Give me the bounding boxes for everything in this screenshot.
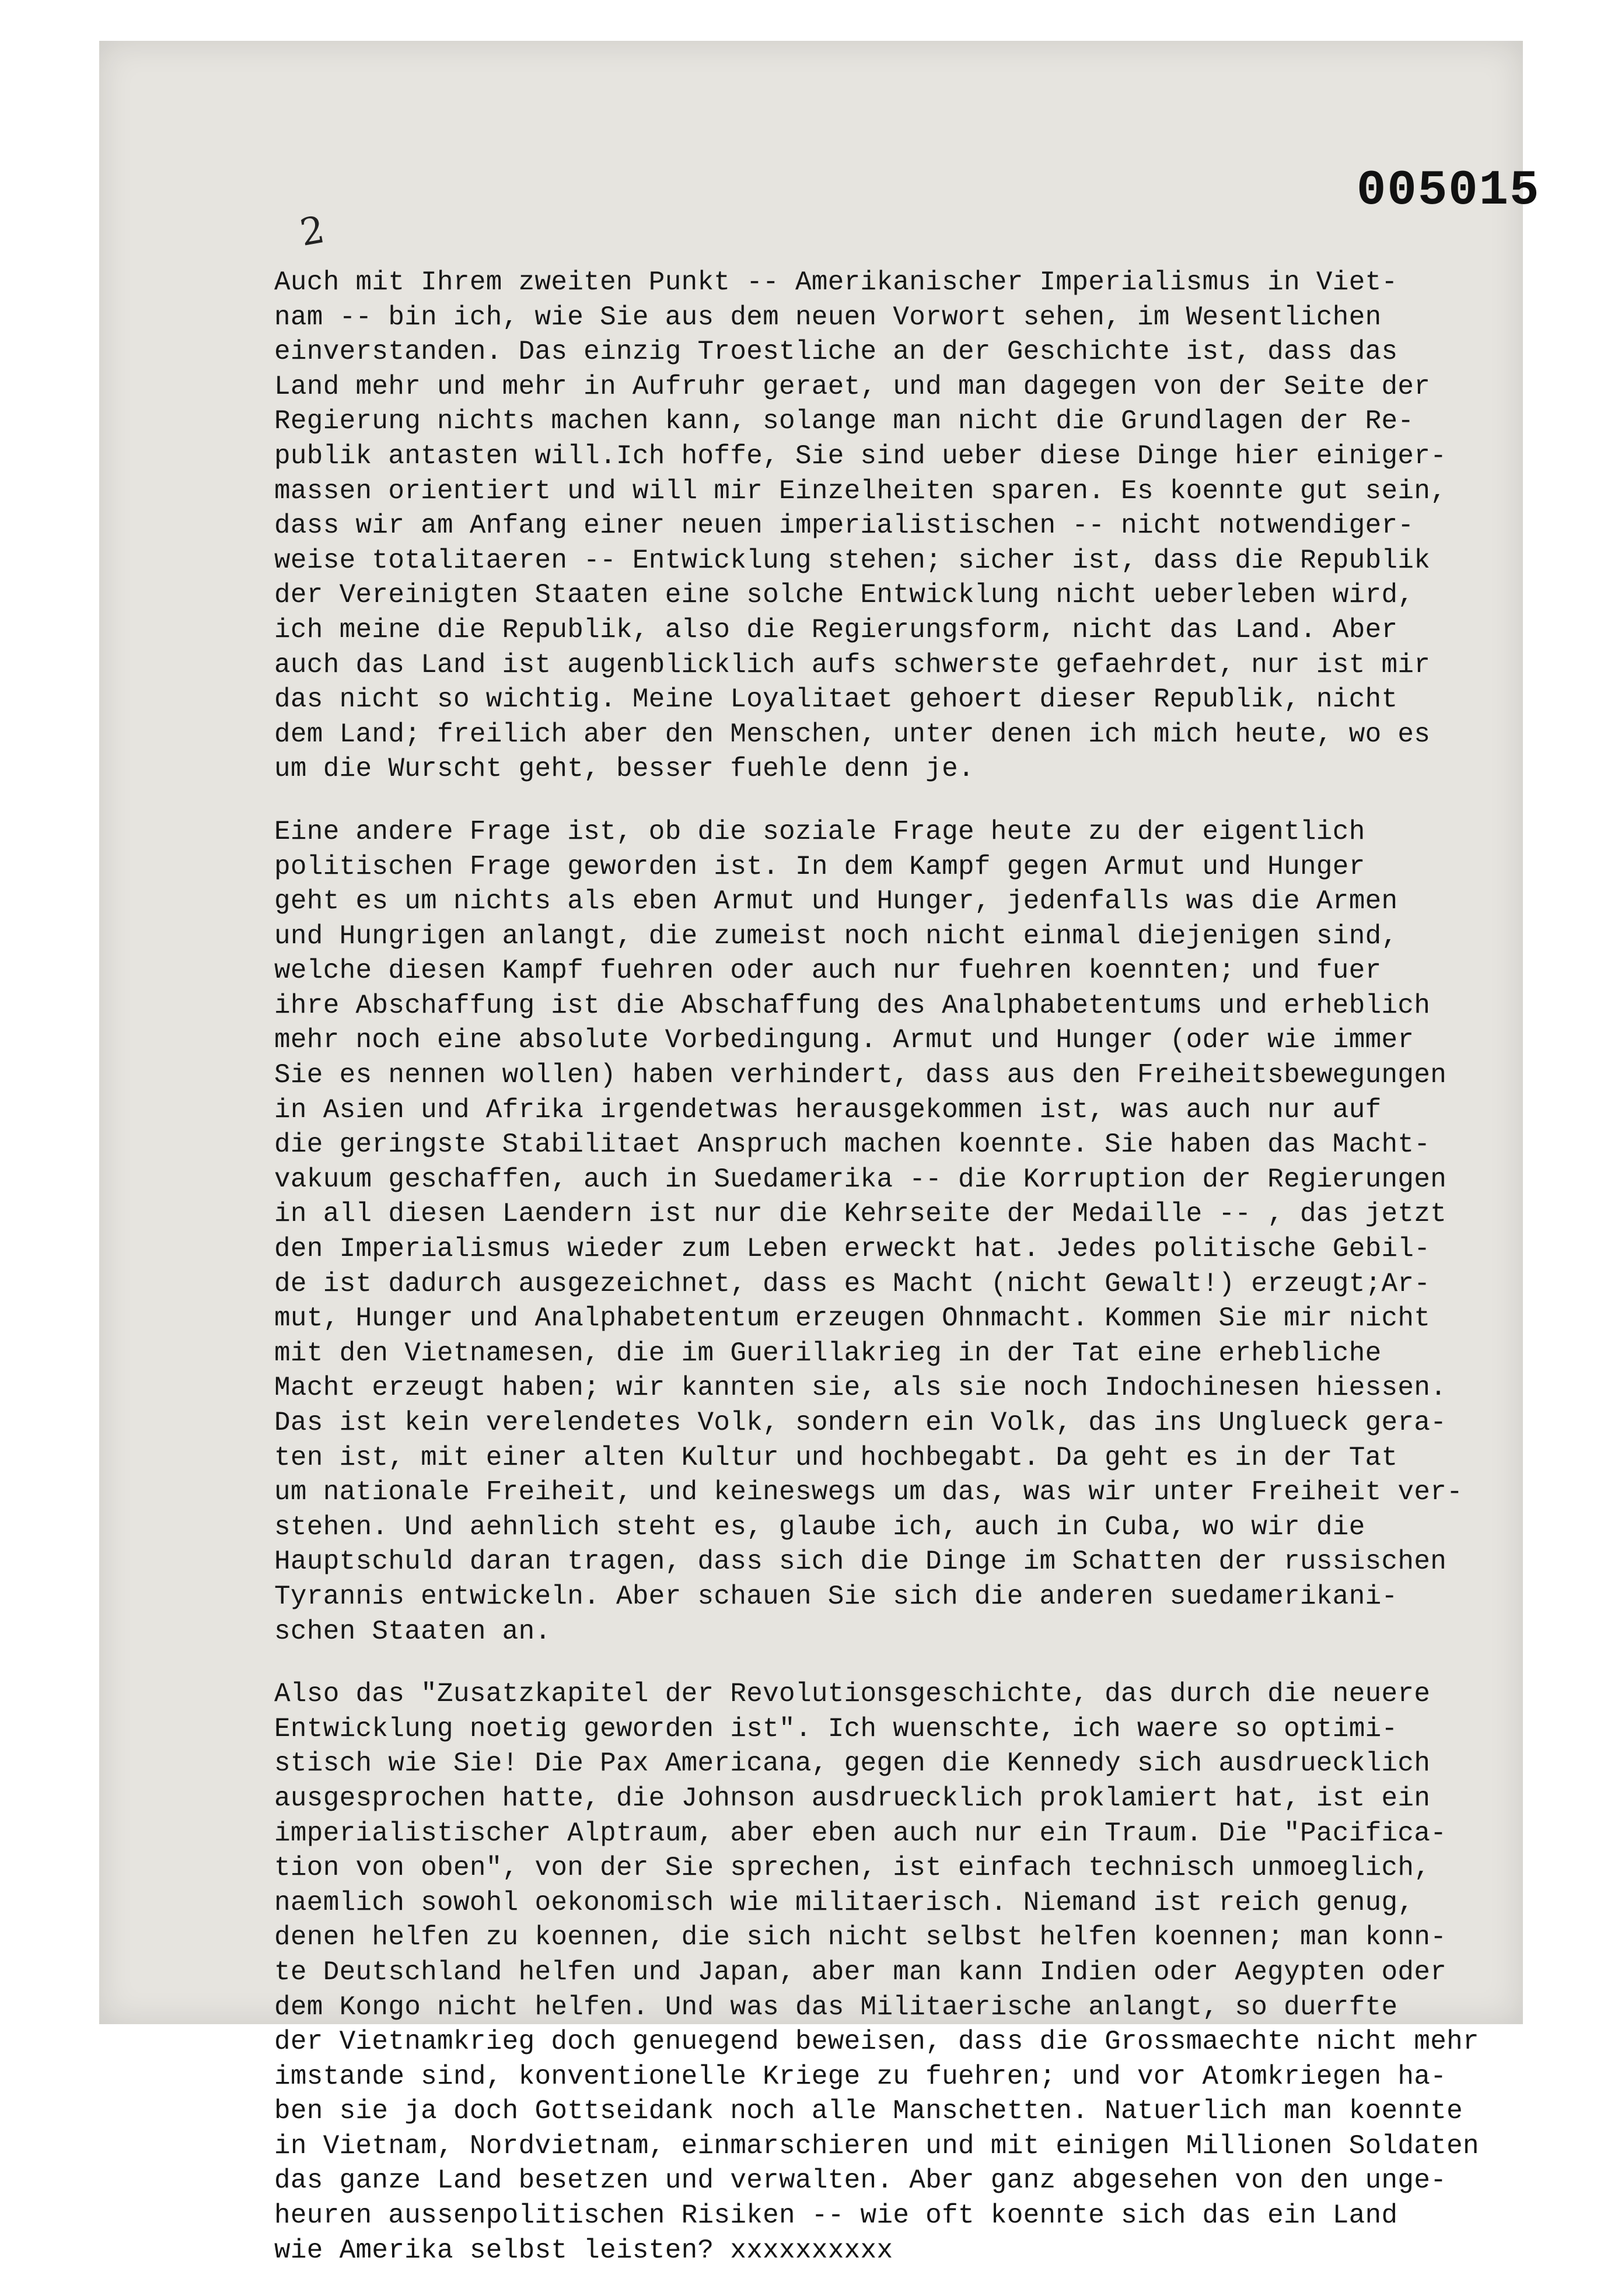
text-line: denen helfen zu koennen, die sich nicht selbst helfen koennen; man konn- [274, 1922, 1447, 1953]
text-line: Land mehr und mehr in Aufruhr geraet, und man dagegen von der Seite der [274, 371, 1431, 402]
text-line: dem Land; freilich aber den Menschen, unter denen ich mich heute, wo es [274, 719, 1431, 750]
text-line: ten ist, mit einer alten Kultur und hochbegabt. Da geht es in der Tat [274, 1442, 1398, 1473]
text-line: das ganze Land besetzen und verwalten. Aber ganz abgesehen von den unge- [274, 2165, 1447, 2196]
text-line: der Vietnamkrieg doch genuegend beweisen, dass die Grossmaechte nicht mehr [274, 2027, 1479, 2057]
text-line: der Vereinigten Staaten eine solche Entwicklung nicht ueberleben wird, [274, 580, 1414, 611]
text-line: um die Wurscht geht, besser fuehle denn je. [274, 754, 974, 785]
text-line: weise totalitaeren -- Entwicklung stehen; sicher ist, dass die Republik [274, 545, 1431, 576]
text-line: auch das Land ist augenblicklich aufs schwerste gefaehrdet, nur ist mir [274, 649, 1431, 680]
text-line: tion von oben", von der Sie sprechen, ist einfach technisch unmoeglich, [274, 1853, 1431, 1884]
text-line: geht es um nichts als eben Armut und Hunger, jedenfalls was die Armen [274, 886, 1398, 917]
text-line: Tyrannis entwickeln. Aber schauen Sie sich die anderen suedamerikani- [274, 1581, 1398, 1612]
text-line: Macht erzeugt haben; wir kannten sie, als sie noch Indochinesen hiessen. [274, 1373, 1447, 1404]
text-line: stisch wie Sie! Die Pax Americana, gegen die Kennedy sich ausdruecklich [274, 1748, 1431, 1779]
letter-body [274, 265, 1517, 2296]
text-line: stehen. Und aehnlich steht es, glaube ich, auch in Cuba, wo wir die [274, 1511, 1365, 1542]
text-line: Auch mit Ihrem zweiten Punkt -- Amerikanischer Imperialismus in Viet- [274, 267, 1398, 298]
handwritten-page-mark: 2 [296, 208, 328, 255]
text-line: in all diesen Laendern ist nur die Kehrseite der Medaille -- , das jetzt [274, 1199, 1447, 1230]
text-line: de ist dadurch ausgezeichnet, dass es Macht (nicht Gewalt!) erzeugt;Ar- [274, 1268, 1431, 1299]
text-line: einverstanden. Das einzig Troestliche an der Geschichte ist, dass das [274, 337, 1398, 368]
text-line: massen orientiert und will mir Einzelheiten sparen. Es koennte gut sein, [274, 475, 1447, 506]
text-line: ich meine die Republik, also die Regierungsform, nicht das Land. Aber [274, 614, 1398, 645]
paragraph-3 [274, 1677, 1517, 2268]
text-line: mit den Vietnamesen, die im Guerillakrieg in der Tat eine erhebliche [274, 1338, 1382, 1368]
text-line: mut, Hunger und Analphabetentum erzeugen Ohnmacht. Kommen Sie mir nicht [274, 1303, 1431, 1334]
text-line: heuren aussenpolitischen Risiken -- wie oft koennte sich das ein Land [274, 2200, 1398, 2231]
text-line: in Asien und Afrika irgendetwas herausgekommen ist, was auch nur auf [274, 1094, 1382, 1125]
text-line: die geringste Stabilitaet Anspruch machen koennte. Sie haben das Macht- [274, 1129, 1431, 1160]
text-line: naemlich sowohl oekonomisch wie militaerisch. Niemand ist reich genug, [274, 1887, 1414, 1918]
text-line: und Hungrigen anlangt, die zumeist noch nicht einmal diejenigen sind, [274, 921, 1398, 951]
text-line: imstande sind, konventionelle Kriege zu fuehren; und vor Atomkriegen ha- [274, 2061, 1447, 2092]
paragraph-1 [274, 265, 1517, 787]
text-line: ihre Abschaffung ist die Abschaffung des Analphabetentums und erheblich [274, 990, 1431, 1021]
text-line: imperialistischer Alptraum, aber eben auch nur ein Traum. Die "Pacifica- [274, 1818, 1447, 1849]
text-line: politischen Frage geworden ist. In dem Kampf gegen Armut und Hunger [274, 851, 1365, 882]
page-number: 005015 [1357, 163, 1540, 219]
text-line: in Vietnam, Nordvietnam, einmarschieren und mit einigen Millionen Soldaten [274, 2130, 1479, 2161]
text-line: Also das "Zusatzkapitel der Revolutionsgeschichte, das durch die neuere [274, 1679, 1431, 1710]
text-line: welche diesen Kampf fuehren oder auch nur fuehren koennten; und fuer [274, 956, 1382, 986]
text-line: nam -- bin ich, wie Sie aus dem neuen Vorwort sehen, im Wesentlichen [274, 302, 1382, 332]
text-line: Das ist kein verelendetes Volk, sondern ein Volk, das ins Unglueck gera- [274, 1408, 1447, 1438]
text-line: Entwicklung noetig geworden ist". Ich wuenschte, ich waere so optimi- [274, 1713, 1398, 1744]
text-line: schen Staaten an. [274, 1616, 551, 1647]
text-line: vakuum geschaffen, auch in Suedamerika -- die Korruption der Regierungen [274, 1164, 1447, 1195]
text-line: publik antasten will.Ich hoffe, Sie sind ueber diese Dinge hier einiger- [274, 440, 1447, 471]
text-line: ausgesprochen hatte, die Johnson ausdruecklich proklamiert hat, ist ein [274, 1783, 1431, 1814]
text-line: den Imperialismus wieder zum Leben erweckt hat. Jedes politische Gebil- [274, 1234, 1431, 1265]
text-line: das nicht so wichtig. Meine Loyalitaet gehoert dieser Republik, nicht [274, 684, 1398, 715]
text-line: dass wir am Anfang einer neuen imperialistischen -- nicht notwendiger- [274, 510, 1414, 541]
paragraph-2 [274, 815, 1517, 1649]
text-line: dem Kongo nicht helfen. Und was das Militaerische anlangt, so duerfte [274, 1992, 1398, 2022]
text-line: te Deutschland helfen und Japan, aber man kann Indien oder Aegypten oder [274, 1957, 1447, 1987]
text-line: Regierung nichts machen kann, solange man nicht die Grundlagen der Re- [274, 406, 1414, 437]
text-line: mehr noch eine absolute Vorbedingung. Armut und Hunger (oder wie immer [274, 1025, 1414, 1056]
text-line: Sie es nennen wollen) haben verhindert, dass aus den Freiheitsbewegungen [274, 1060, 1447, 1091]
text-line: Hauptschuld daran tragen, dass sich die Dinge im Schatten der russischen [274, 1546, 1447, 1577]
text-line: um nationale Freiheit, und keineswegs um das, was wir unter Freiheit ver- [274, 1477, 1463, 1508]
text-line: wie Amerika selbst leisten? xxxxxxxxxx [274, 2235, 893, 2266]
text-line: ben sie ja doch Gottseidank noch alle Manschetten. Natuerlich man koennte [274, 2096, 1463, 2127]
text-line: Eine andere Frage ist, ob die soziale Frage heute zu der eigentlich [274, 816, 1365, 847]
